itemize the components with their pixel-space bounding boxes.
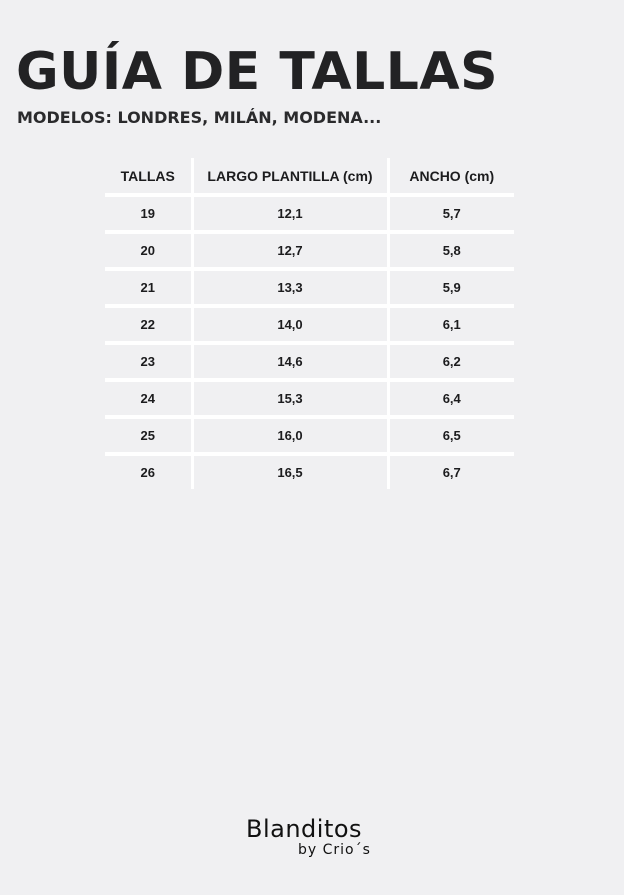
column-header-width: ANCHO (cm) [388,158,514,195]
size-cell: 19 [105,195,192,232]
size-cell: 24 [105,380,192,417]
size-cell: 21 [105,269,192,306]
width-cell: 6,7 [388,454,514,489]
width-cell: 5,9 [388,269,514,306]
size-cell: 26 [140,465,155,480]
size-guide-table-container [105,158,514,489]
brand-logo [246,816,386,859]
table-row [105,380,514,417]
width-cell: 5,7 [388,195,514,232]
table-row [105,417,514,454]
insole-length-cell: 14,6 [192,343,388,380]
table-header-row [105,158,514,195]
width-cell: 6,2 [388,343,514,380]
page-title: GUÍA DE TALLAS [16,42,499,102]
size-cell: 22 [105,306,192,343]
table-row [105,343,514,380]
table-row [105,454,514,489]
width-cell: 6,5 [388,417,514,454]
brand-tagline: by Crio´s [298,842,371,859]
width-cell: 6,4 [388,380,514,417]
page-subtitle: MODELOS: LONDRES, MILÁN, MODENA... [17,108,382,127]
width-cell: 6,1 [388,306,514,343]
size-cell: 25 [105,417,192,454]
insole-length-cell: 12,7 [192,232,388,269]
insole-length-cell: 12,1 [192,195,388,232]
size-cell: 20 [105,232,192,269]
column-header-insole-length: LARGO PLANTILLA (cm) [192,158,388,195]
insole-length-cell: 16,5 [192,454,388,489]
column-header-size: TALLAS [105,158,192,195]
table-row [105,269,514,306]
insole-length-cell: 15,3 [192,380,388,417]
insole-length-cell: 14,0 [192,306,388,343]
width-cell: 5,8 [388,232,514,269]
table-row [105,306,514,343]
insole-length-cell: 13,3 [192,269,388,306]
table-row [105,232,514,269]
insole-length-cell: 16,0 [192,417,388,454]
size-cell: 23 [105,343,192,380]
brand-name: Blanditos [246,815,363,843]
table-row [105,195,514,232]
size-guide-table [105,158,514,489]
